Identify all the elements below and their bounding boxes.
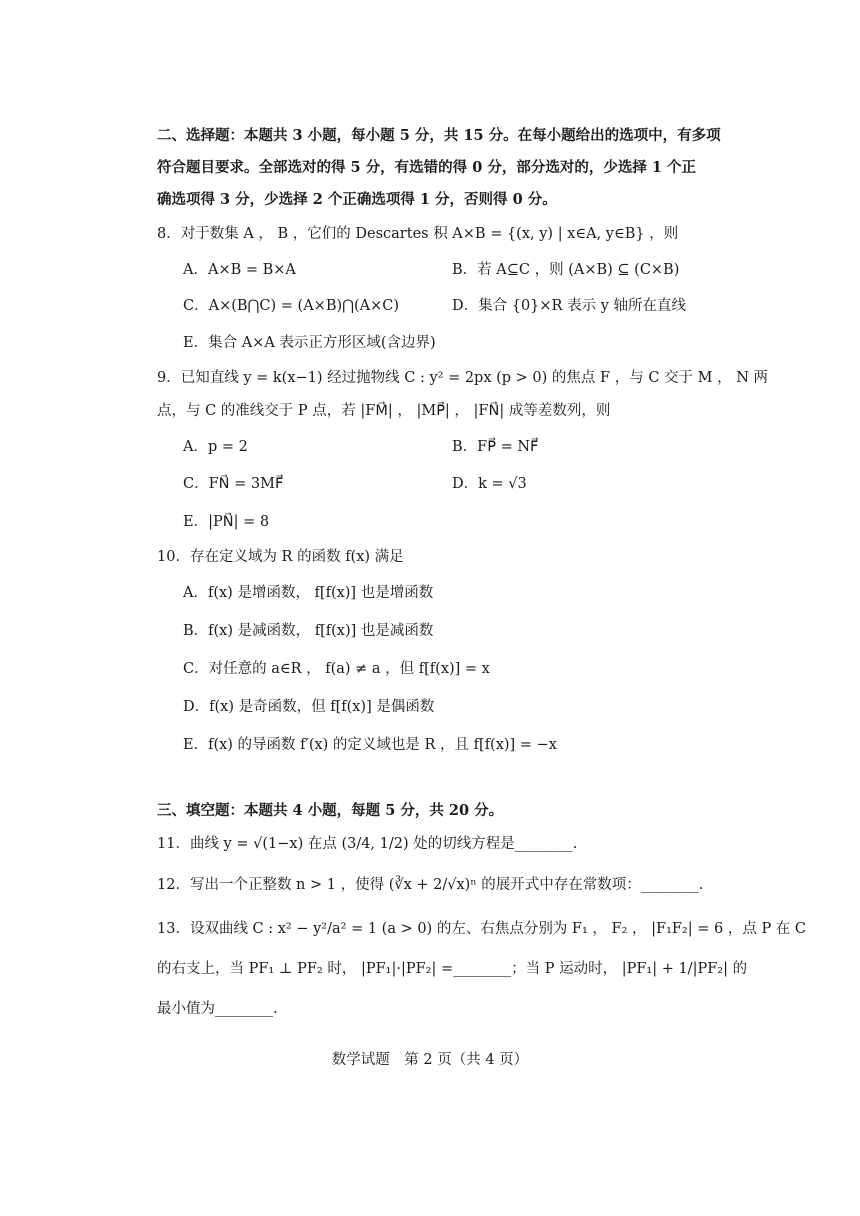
section2-header-line-2: 符合题目要求。全部选对的得 5 分，有选错的得 0 分，部分选对的，少选择 1 个正 [157,159,697,176]
question-8-option-b: B．若 A⊆C ，则 (A×B) ⊆ (C×B) [452,262,680,278]
question-9-stem-line-1: 9．已知直线 y = k(x−1) 经过抛物线 C : y² = 2px (p > 0) 的焦点 F ，与 C 交于 M ， N 两 [157,370,768,386]
question-9-option-e: E．|PN⃗| = 8 [183,514,270,530]
question-9-option-b: B．FP⃗ = NF⃗ [452,439,539,455]
question-8-option-a: A．A×B = B×A [183,262,296,278]
page-footer: 数学试题 第 2 页（共 4 页） [331,1052,529,1068]
question-8-option-d: D．集合 {0}×R 表示 y 轴所在直线 [452,298,686,314]
section3-header: 三、填空题：本题共 4 小题，每题 5 分，共 20 分。 [157,802,504,819]
question-10-stem: 10．存在定义域为 R 的函数 f(x) 满足 [157,549,404,565]
question-9-option-a: A．p = 2 [183,439,248,455]
question-8-stem: 8．对于数集 A ， B ，它们的 Descartes 积 A×B = {(x, y) | x∈A, y∈B} ，则 [157,226,679,242]
question-9-stem-line-2: 点，与 C 的准线交于 P 点，若 |FM⃗| ， |MP⃗| ， |FN⃗| 成等差数列，则 [157,403,611,419]
question-11: 11．曲线 y = √(1−x) 在点 (3/4, 1/2) 处的切线方程是________. [157,836,578,852]
question-10-option-c: C．对任意的 a∈R ， f(a) ≠ a ，但 f[f(x)] = x [183,661,490,677]
question-8-option-c: C．A×(B⋂C) = (A×B)⋂(A×C) [183,298,400,314]
question-9-option-d: D．k = √3 [452,476,527,492]
question-13-line-2: 的右支上，当 PF₁ ⊥ PF₂ 时， |PF₁|·|PF₂| =________；当 P 运动时， |PF₁| + 1/|PF₂| 的 [157,961,748,977]
section2-header-line-3: 确选项得 3 分，少选择 2 个正确选项得 1 分，否则得 0 分。 [157,191,557,208]
question-13-line-3: 最小值为________. [157,1001,278,1017]
section2-header-line-1: 二、选择题：本题共 3 小题，每小题 5 分，共 15 分。在每小题给出的选项中，有多项 [157,127,721,144]
question-13-line-1: 13．设双曲线 C : x² − y²/a² = 1 (a > 0) 的左、右焦点分别为 F₁ ， F₂ ， |F₁F₂| = 6 ，点 P 在 C [157,921,807,937]
question-9-option-c: C．FN⃗ = 3MF⃗ [183,476,284,492]
question-12: 12．写出一个正整数 n > 1 ，使得 (∛x + 2/√x)ⁿ 的展开式中存在常数项：________. [157,877,704,893]
question-8-option-e: E．集合 A×A 表示正方形区域(含边界) [183,335,436,351]
question-10-option-d: D．f(x) 是奇函数，但 f[f(x)] 是偶函数 [183,699,435,715]
question-10-option-e: E．f(x) 的导函数 f′(x) 的定义域也是 R ，且 f[f(x)] = −x [183,737,557,753]
question-10-option-b: B．f(x) 是减函数， f[f(x)] 也是减函数 [183,623,434,639]
question-10-option-a: A．f(x) 是增函数， f[f(x)] 也是增函数 [183,585,434,601]
